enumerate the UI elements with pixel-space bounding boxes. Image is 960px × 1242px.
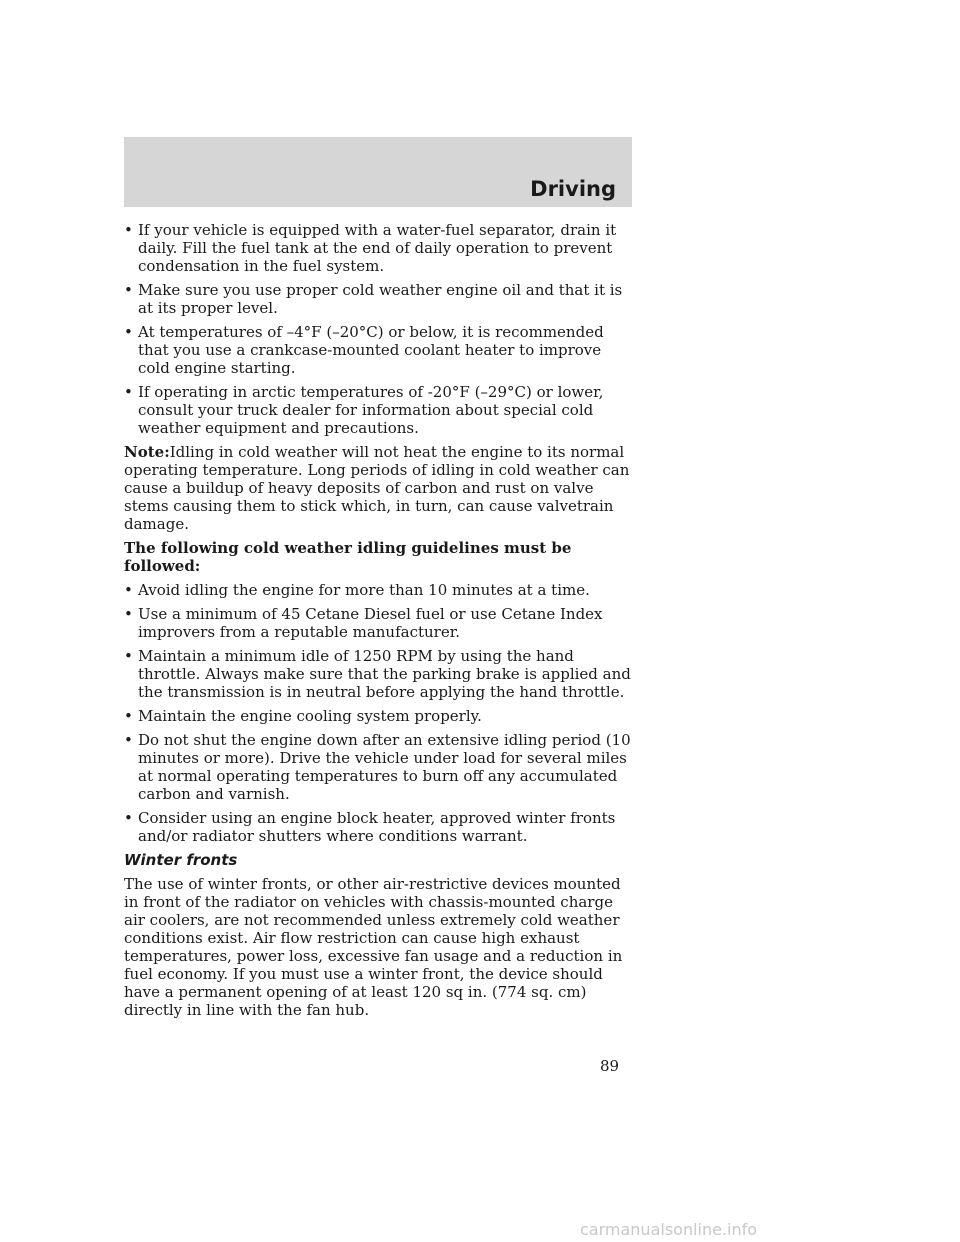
winter-fronts-paragraph: The use of winter fronts, or other air-restrictive devices mounted in front of the radiator on vehicles with chassis-mounted charge air coolers, are not recommended unless extremely cold weather conditions exist. Air flow restriction can cause high exhaust temperatures, power loss, excessive fan usage and a reduction in fuel economy. If you must use a winter front, the device should have a permanent opening of at least 120 sq in. (774 sq. cm) directly in line with the fan hub. <box>124 875 623 1019</box>
list-item-text: Consider using an engine block heater, approved winter fronts and/or radiator shutters where conditions warrant. <box>138 809 616 845</box>
list-item <box>124 809 636 845</box>
list-item <box>124 281 636 317</box>
section-title: Driving <box>530 177 616 201</box>
winter-fronts-heading: Winter fronts <box>124 851 238 869</box>
list-item-text: Make sure you use proper cold weather engine oil and that it is at its proper level. <box>138 281 623 317</box>
list-item-text: Avoid idling the engine for more than 10 minutes at a time. <box>138 581 590 599</box>
page-content <box>124 221 636 1025</box>
bullet-icon: • <box>124 647 133 665</box>
list-item <box>124 323 636 377</box>
list-item <box>124 731 636 803</box>
bullet-icon: • <box>124 281 133 299</box>
bullet-icon: • <box>124 581 133 599</box>
list-item <box>124 221 636 275</box>
bullet-icon: • <box>124 605 133 623</box>
bullet-icon: • <box>124 383 133 401</box>
list-item-text: If your vehicle is equipped with a water-fuel separator, drain it daily. Fill the fuel tank at the end of daily operation to prevent condensation in the fuel system. <box>138 221 617 275</box>
note-text: Idling in cold weather will not heat the engine to its normal operating temperature. Long periods of idling in cold weather can cause a buildup of heavy deposits of carbon and rust on valve stems causing them to stick which, in turn, can cause valvetrain damage. <box>124 443 630 533</box>
list-item-text: Use a minimum of 45 Cetane Diesel fuel or use Cetane Index improvers from a reputable manufacturer. <box>138 605 603 641</box>
watermark: carmanualsonline.info <box>580 1220 758 1239</box>
list-item-text: Do not shut the engine down after an extensive idling period (10 minutes or more). Drive the vehicle under load for several miles at normal operating temperatures to burn off any accumulated carbon and varnish. <box>138 731 631 803</box>
bullet-icon: • <box>124 323 133 341</box>
list-item <box>124 605 636 641</box>
page-number: 89 <box>600 1057 620 1075</box>
list-item-text: If operating in arctic temperatures of -20°F (–29°C) or lower, consult your truck dealer for information about special cold weather equipment and precautions. <box>138 383 604 437</box>
list-item-text: At temperatures of –4°F (–20°C) or below, it is recommended that you use a crankcase-mounted coolant heater to improve cold engine starting. <box>138 323 604 377</box>
list-item-text: Maintain a minimum idle of 1250 RPM by using the hand throttle. Always make sure that the parking brake is applied and the transmission is in neutral before applying the hand throttle. <box>138 647 631 701</box>
guidelines-heading: The following cold weather idling guidelines must be followed: <box>124 539 572 575</box>
bullet-icon: • <box>124 731 133 749</box>
note-label: Note: <box>124 443 170 461</box>
list-item-text: Maintain the engine cooling system properly. <box>138 707 482 725</box>
bullet-icon: • <box>124 809 133 827</box>
bullet-icon: • <box>124 221 133 239</box>
bullet-icon: • <box>124 707 133 725</box>
section-header-band <box>124 137 632 207</box>
note-paragraph <box>124 443 636 533</box>
list-item <box>124 383 636 437</box>
list-item <box>124 707 636 725</box>
list-item <box>124 581 636 599</box>
list-item <box>124 647 636 701</box>
